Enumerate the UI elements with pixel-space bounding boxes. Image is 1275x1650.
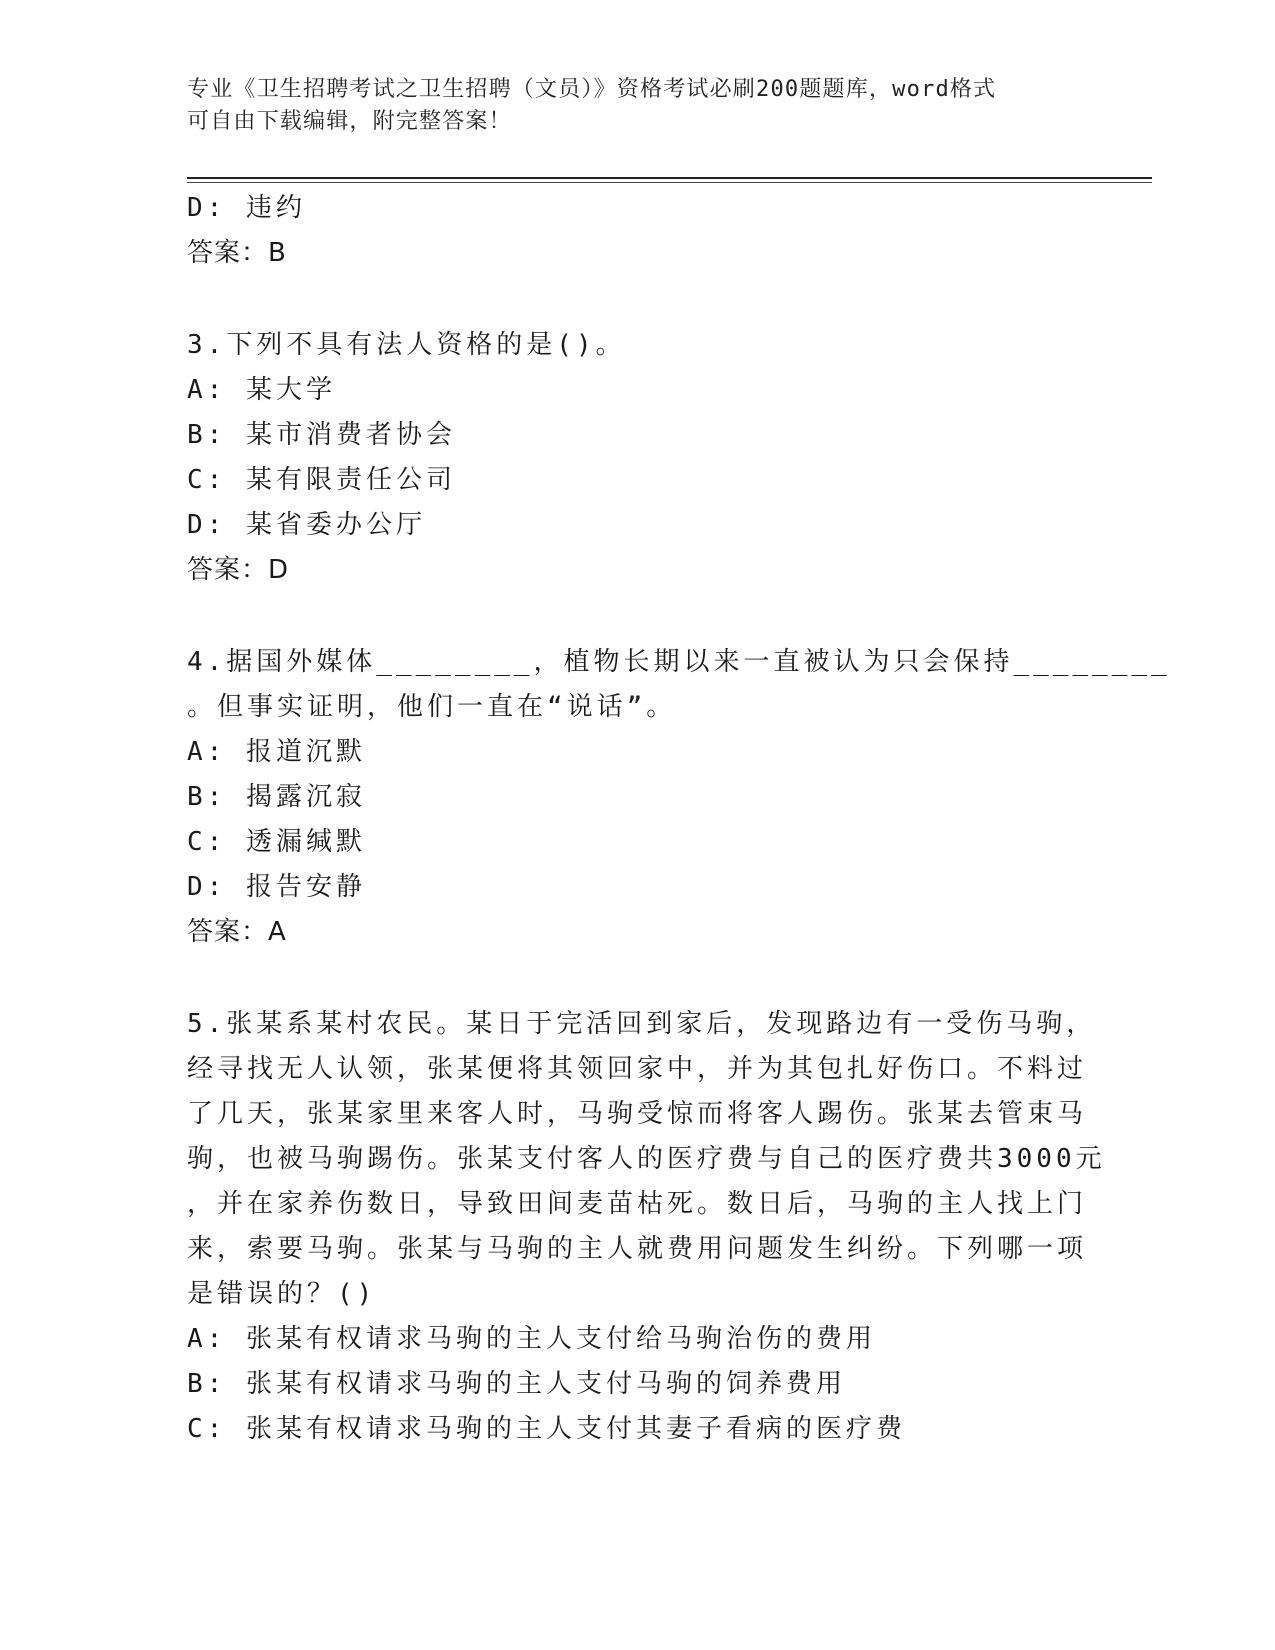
question-stem-line-6: 来，索要马驹。张某与马驹的主人就费用问题发生纠纷。下列哪一项	[187, 1234, 1088, 1264]
option-b: B: 某市消费者协会	[187, 420, 456, 450]
option-b: B: 张某有权请求马驹的主人支付马驹的饲养费用	[187, 1369, 846, 1399]
question-stem-line-3: 了几天，张某家里来客人时，马驹受惊而将客人踢伤。张某去管束马	[187, 1099, 1088, 1129]
question-stem-line-4: 驹，也被马驹踢伤。张某支付客人的医疗费与自己的医疗费共3000元	[187, 1144, 1106, 1174]
option-a: A: 某大学	[187, 375, 336, 405]
spacer	[187, 593, 1087, 640]
header-rule-thick	[187, 177, 1152, 179]
answer-label: 答案：A	[187, 917, 287, 947]
question-list	[187, 186, 1171, 1452]
option-a: A: 张某有权请求马驹的主人支付给马驹治伤的费用	[187, 1324, 876, 1354]
option-d: D: 违约	[187, 193, 306, 223]
spacer	[187, 955, 1087, 1002]
question-stem-line-7: 是错误的？()	[187, 1279, 377, 1309]
option-d: D: 某省委办公厅	[187, 510, 426, 540]
option-a: A: 报道沉默	[187, 737, 366, 767]
option-c: C: 张某有权请求马驹的主人支付其妻子看病的医疗费	[187, 1414, 906, 1444]
option-b: B: 揭露沉寂	[187, 782, 366, 812]
option-c: C: 某有限责任公司	[187, 465, 456, 495]
question-stem: 3.下列不具有法人资格的是()。	[187, 330, 626, 360]
question-stem-line-1: 5.张某系某村农民。某日于完活回到家后，发现路边有一受伤马驹，	[187, 1009, 1097, 1039]
question-stem-line-5: ，并在家养伤数日，导致田间麦苗枯死。数日后，马驹的主人找上门	[187, 1189, 1088, 1219]
option-c: C: 透漏缄默	[187, 827, 366, 857]
page-header	[187, 74, 1067, 138]
header-rule-thin	[187, 182, 1152, 183]
question-3	[187, 323, 1087, 593]
question-5	[187, 1002, 1106, 1452]
question-stem-line-2: 经寻找无人认领，张某便将其领回家中，并为其包扎好伤口。不料过	[187, 1054, 1088, 1084]
question-2	[187, 186, 1087, 276]
answer-label: 答案：B	[187, 238, 287, 268]
option-d: D: 报告安静	[187, 872, 366, 902]
question-stem-line-2: 。但事实证明，他们一直在“说话”。	[187, 692, 677, 722]
spacer	[187, 276, 1087, 323]
answer-label: 答案：D	[187, 555, 290, 585]
question-4	[187, 640, 1171, 955]
question-stem-line-1: 4.据国外媒体________，植物长期以来一直被认为只会保持________	[187, 647, 1171, 677]
header-title-line-2: 可自由下载编辑，附完整答案！	[187, 109, 512, 134]
header-title-line-1: 专业《卫生招聘考试之卫生招聘（文员）》资格考试必刷200题题库，word格式	[187, 77, 997, 102]
